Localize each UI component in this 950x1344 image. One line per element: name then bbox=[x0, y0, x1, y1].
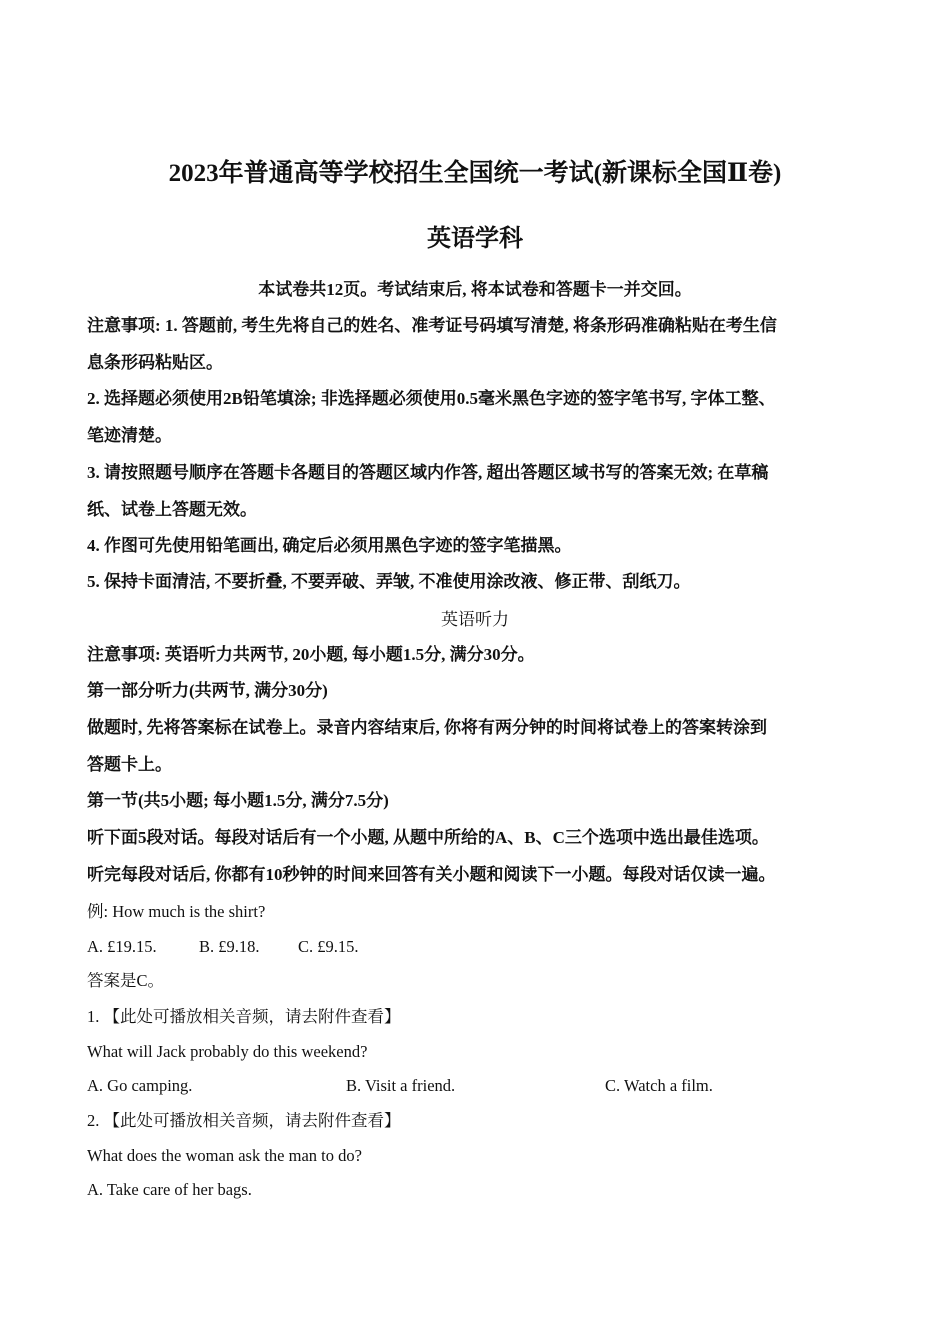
note-line-1: 注意事项: 1. 答题前, 考生先将自己的姓名、准考证号码填写清楚, 将条形码准确粘贴在考生信 bbox=[87, 316, 777, 335]
q1-option-c: C. Watch a film. bbox=[605, 1076, 713, 1095]
example-option-c: C. £9.15. bbox=[298, 937, 359, 956]
q1-option-b: B. Visit a friend. bbox=[346, 1076, 456, 1095]
note-line-4: 4. 作图可先使用铅笔画出, 确定后必须用黑色字迹的签字笔描黑。 bbox=[87, 536, 572, 555]
listening-note: 注意事项: 英语听力共两节, 20小题, 每小题1.5分, 满分30分。 bbox=[87, 645, 535, 664]
note-line-2: 2. 选择题必须使用2B铅笔填涂; 非选择题必须使用0.5毫米黑色字迹的签字笔书写, 字体工整、 bbox=[87, 389, 776, 408]
instruction-1: 做题时, 先将答案标在试卷上。录音内容结束后, 你将有两分钟的时间将试卷上的答案转涂到 bbox=[87, 718, 767, 737]
q2-audio-link[interactable]: 2. 【此处可播放相关音频，请去附件查看】 bbox=[87, 1111, 401, 1130]
exam-intro: 本试卷共12页。考试结束后, 将本试卷和答题卡一并交回。 bbox=[258, 280, 692, 299]
q2-option-a: A. Take care of her bags. bbox=[87, 1180, 252, 1199]
instruction-2b: 听完每段对话后, 你都有10秒钟的时间来回答有关小题和阅读下一小题。每段对话仅读一遍。 bbox=[87, 865, 776, 884]
listening-heading: 英语听力 bbox=[441, 610, 509, 629]
q2-question: What does the woman ask the man to do? bbox=[87, 1146, 362, 1165]
note-line-2b: 笔迹清楚。 bbox=[87, 426, 172, 445]
q1-option-a: A. Go camping. bbox=[87, 1076, 193, 1095]
part1-heading: 第一部分听力(共两节, 满分30分) bbox=[87, 681, 328, 700]
q1-question: What will Jack probably do this weekend? bbox=[87, 1042, 368, 1061]
subject-title: 英语学科 bbox=[427, 226, 523, 252]
exam-title: 2023年普通高等学校招生全国统一考试(新课标全国Ⅱ卷) bbox=[168, 160, 782, 187]
example-option-b: B. £9.18. bbox=[199, 937, 260, 956]
section1-heading: 第一节(共5小题; 每小题1.5分, 满分7.5分) bbox=[87, 791, 389, 810]
example-question: 例: How much is the shirt? bbox=[87, 902, 266, 921]
example-answer: 答案是C。 bbox=[87, 971, 165, 990]
note-line-1b: 息条形码粘贴区。 bbox=[87, 353, 223, 372]
q1-audio-link[interactable]: 1. 【此处可播放相关音频，请去附件查看】 bbox=[87, 1007, 401, 1026]
q1-options bbox=[87, 1075, 887, 1097]
note-line-3b: 纸、试卷上答题无效。 bbox=[87, 500, 257, 519]
instruction-2: 听下面5段对话。每段对话后有一个小题, 从题中所给的A、B、C三个选项中选出最佳选项。 bbox=[87, 828, 769, 847]
example-option-a: A. £19.15. bbox=[87, 937, 157, 956]
instruction-1b: 答题卡上。 bbox=[87, 755, 172, 774]
note-line-5: 5. 保持卡面清洁, 不要折叠, 不要弄破、弄皱, 不准使用涂改液、修正带、刮纸刀。 bbox=[87, 572, 691, 591]
note-line-3: 3. 请按照题号顺序在答题卡各题目的答题区域内作答, 超出答题区域书写的答案无效; 在草稿 bbox=[87, 463, 769, 482]
example-options bbox=[87, 936, 887, 958]
